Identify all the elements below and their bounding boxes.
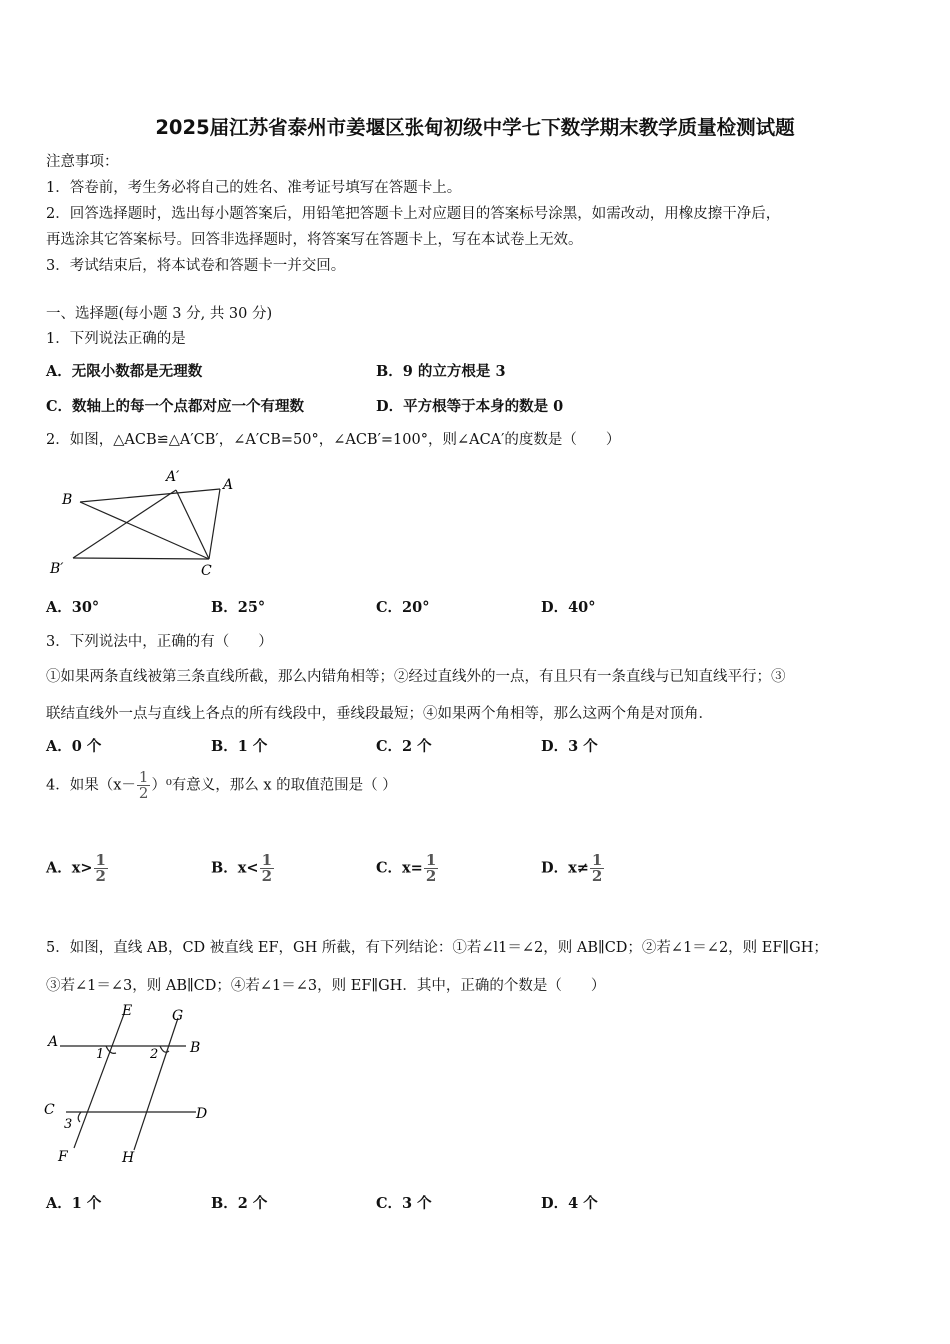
label-a: A: [48, 1034, 59, 1050]
q4-frac-num: 1: [138, 768, 149, 786]
q2-option-c: C．20°: [376, 599, 430, 616]
frac-den: 2: [261, 867, 272, 885]
label-c: C: [44, 1102, 55, 1118]
label-c: C: [201, 563, 212, 579]
q5-option-b: B．2 个: [211, 1195, 268, 1212]
q5-option-c: C．3 个: [376, 1195, 432, 1212]
line-ac: [209, 489, 220, 559]
q4-option-b-label: B．x<: [211, 859, 259, 877]
label-b-prime: B′: [50, 561, 64, 577]
q4-option-b: [211, 853, 275, 884]
label-a-prime: A′: [166, 469, 180, 485]
notice-item-3: 3．考试结束后，将本试卷和答题卡一并交回。: [46, 258, 346, 274]
q3-stem: 3．下列说法中，正确的有（ ）: [46, 634, 273, 650]
angle-3-arc: [78, 1112, 81, 1122]
q3-option-c: C．2 个: [376, 738, 432, 755]
q4-stem-post: ）⁰有意义，那么 x 的取值范围是（ ）: [151, 777, 397, 794]
q1-option-b: B．9 的立方根是 3: [376, 363, 506, 380]
q4-stem-pre: 4．如果（x－: [46, 777, 136, 794]
q1-option-c: C．数轴上的每一个点都对应一个有理数: [46, 398, 305, 415]
line-ba: [80, 489, 220, 502]
q4-frac-den: 2: [138, 784, 149, 802]
frac-num: 1: [261, 851, 272, 869]
frac-num: 1: [591, 851, 603, 869]
notice-item-1: 1．答卷前，考生务必将自己的姓名、准考证号填写在答题卡上。: [46, 180, 462, 196]
q4-option-a: [46, 853, 109, 884]
q4-option-d-label: D．x≠: [541, 859, 589, 877]
frac-den: 2: [425, 867, 437, 885]
notice-item-2-cont: 再选涂其它答案标号。回答非选择题时，将答案写在答题卡上，写在本试卷上无效。: [46, 232, 583, 248]
q4-fraction: [137, 770, 151, 801]
line-b1c: [73, 558, 209, 559]
q2-option-a: A．30°: [46, 599, 100, 616]
label-a: A: [223, 477, 234, 493]
label-b: B: [62, 492, 73, 508]
line-ef: [74, 1014, 124, 1148]
q1-stem: 1．下列说法正确的是: [46, 331, 186, 347]
q4-option-d: [541, 853, 605, 884]
frac-den: 2: [591, 867, 603, 885]
label-b: B: [190, 1040, 201, 1056]
q2-option-d: D．40°: [541, 599, 596, 616]
q1-option-a: A．无限小数都是无理数: [46, 363, 203, 380]
q3-statements-line1: ①如果两条直线被第三条直线所截，那么内错角相等；②经过直线外的一点，有且只有一条直线与已知直线平行；③: [46, 669, 786, 685]
q5-option-d: D．4 个: [541, 1195, 598, 1212]
label-d: D: [196, 1106, 208, 1122]
label-g: G: [172, 1008, 184, 1024]
label-f: F: [58, 1149, 68, 1165]
q4-option-a-fraction: [94, 853, 108, 884]
q4-option-a-label: A．x>: [46, 859, 93, 877]
q2-stem: 2．如图，△ACB≌△A′CB′，∠A′CB=50°，∠ACB′=100°，则∠ACA′的度数是（ ）: [46, 432, 621, 448]
label-h: H: [122, 1150, 135, 1166]
frac-num: 1: [95, 851, 106, 869]
q4-option-b-fraction: [260, 853, 274, 884]
q2-option-b: B．25°: [211, 599, 266, 616]
angle-1-label: 1: [96, 1047, 105, 1062]
notice-heading: 注意事项：: [46, 154, 119, 170]
q4-option-c-fraction: [424, 853, 438, 884]
line-gh: [134, 1018, 178, 1150]
angle-3-label: 3: [64, 1117, 73, 1132]
q4-stem: [46, 770, 397, 801]
frac-num: 1: [425, 851, 437, 869]
q5-stem-line2: ③若∠1＝∠3，则 AB∥CD；④若∠1＝∠3，则 EF∥GH．其中，正确的个数是（ ）: [46, 978, 606, 994]
q1-option-d: D．平方根等于本身的数是 0: [376, 398, 564, 415]
angle-2-label: 2: [150, 1047, 159, 1062]
q2-triangle-figure: [46, 462, 256, 582]
notice-item-2: 2．回答选择题时，选出每小题答案后，用铅笔把答题卡上对应题目的答案标号涂黑，如需改动，用橡皮擦干净后，: [46, 206, 781, 222]
q4-option-c-label: C．x=: [376, 859, 423, 877]
line-b1a1: [73, 490, 176, 558]
q4-option-d-fraction: [590, 853, 604, 884]
line-a1c: [176, 490, 209, 559]
section-heading: 一、选择题(每小题 3 分, 共 30 分): [46, 306, 273, 322]
q5-parallel-lines-figure: [40, 1000, 220, 1172]
frac-den: 2: [95, 867, 106, 885]
q3-statements-line2: 联结直线外一点与直线上各点的所有线段中，垂线段最短；④如果两个角相等，那么这两个角是对顶角．: [46, 706, 713, 722]
q3-option-b: B．1 个: [211, 738, 268, 755]
q5-option-a: A．1 个: [46, 1195, 102, 1212]
q4-option-c: [376, 853, 439, 884]
label-e: E: [122, 1003, 133, 1019]
q5-stem-line1: 5．如图，直线 AB，CD 被直线 EF，GH 所截，有下列结论：①若∠l1＝∠2，则 AB∥CD；②若∠1＝∠2，则 EF∥GH；: [46, 940, 828, 956]
q3-option-a: A．0 个: [46, 738, 102, 755]
page-title: 2025届江苏省泰州市姜堰区张甸初级中学七下数学期末教学质量检测试题: [155, 116, 795, 139]
q3-option-d: D．3 个: [541, 738, 598, 755]
